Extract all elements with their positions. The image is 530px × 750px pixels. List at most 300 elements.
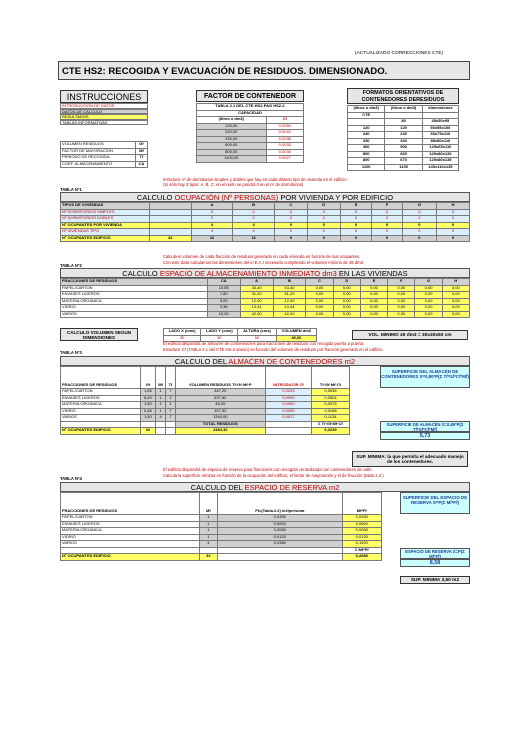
value-cell[interactable]: 0 xyxy=(402,229,436,236)
t1-tag: TABLA Nº1 xyxy=(60,187,82,192)
formats-sub: CTE xyxy=(348,112,385,119)
formats-cell: 1100 xyxy=(348,164,385,171)
value-cell[interactable]: 4 xyxy=(191,229,233,236)
fraction-name: VARIOS xyxy=(61,415,141,422)
value-cell: 4 xyxy=(233,222,275,229)
column-header: C xyxy=(306,279,333,286)
value-cell[interactable]: 0 xyxy=(233,209,275,216)
value-cell[interactable]: 2 xyxy=(191,216,233,223)
value-cell: 0,00 xyxy=(360,305,387,312)
value-cell: 12,00 xyxy=(273,298,306,305)
occupants-label: Nº OCUPANTES EDIFICIO xyxy=(61,554,200,561)
value-cell[interactable]: 0 xyxy=(372,209,402,216)
t1-note1: Introducir nº de dormitorios simples y dobles que hay en cada distinto tipo de vivienda en el edificio xyxy=(163,177,347,182)
value-cell: 0,1134 xyxy=(311,415,349,422)
value-cell: 0 xyxy=(340,222,372,229)
value-cell: 0,0380 xyxy=(218,541,343,548)
value-cell: 1 xyxy=(199,528,217,535)
cf-input[interactable]: 0,0050 xyxy=(265,395,311,402)
value-cell[interactable]: 2 xyxy=(233,216,275,223)
column-header: FRACCIONES DE RESIDUOS xyxy=(61,367,141,389)
value-cell: 43,40 xyxy=(240,285,273,292)
value-cell: 7 xyxy=(166,389,175,396)
dwelling-type: E xyxy=(340,203,372,210)
value-cell[interactable]: 0 xyxy=(402,216,436,223)
formats-cell: 1100 xyxy=(385,164,422,171)
legend-calc: DATOS DE CALCULO xyxy=(60,109,148,115)
value-cell: 0 xyxy=(274,235,307,242)
formats-cell: 800 xyxy=(348,151,385,158)
value-cell: 0,0390 xyxy=(218,515,343,522)
t4-surface-result: 8,58 xyxy=(400,559,470,567)
value-cell[interactable]: 0 xyxy=(274,229,307,236)
formats-cell: 120 xyxy=(348,125,385,132)
value-cell: 7,80 xyxy=(207,292,240,299)
value-cell: 0,0600 xyxy=(342,521,381,528)
value-cell: 0,00 xyxy=(306,292,333,299)
formats-cell: 45x50x95 xyxy=(422,119,458,126)
formats-cell: 85x80x110 xyxy=(422,138,458,145)
row-label: Nº OCUPANTES POR VIVIENDA xyxy=(61,222,150,229)
value-cell: 0,00 xyxy=(415,311,442,318)
band-text: CALCULO DEL xyxy=(190,483,243,492)
value-cell: 0,00 xyxy=(388,292,415,299)
fraction-name: VIDRIO xyxy=(61,408,141,415)
value-cell[interactable]: 4 xyxy=(233,229,275,236)
value-cell: 537,60 xyxy=(175,395,265,402)
fraction-name: ENVASES LIGEROS xyxy=(61,292,208,299)
value-cell[interactable]: 0 xyxy=(437,216,470,223)
value-cell: 0,00 xyxy=(306,305,333,312)
value-cell: 0,0390 xyxy=(342,515,381,522)
row-label: Nº VIVIENDAS TIPO xyxy=(61,229,150,236)
column-header: F xyxy=(388,279,415,286)
fraction-name: MATERIA ORGANICA xyxy=(61,528,200,535)
t3-surface-result: 5,73 xyxy=(380,432,470,440)
formats-cell: 125x80x120 xyxy=(422,151,458,158)
factor-table xyxy=(196,103,304,163)
band-accent: ESPACIO DE ALMACENAMIENTO INMEDIATO dm3 xyxy=(159,269,337,278)
column-header: Tf·Gf·Mf·Cf xyxy=(311,367,349,389)
value-cell: 8,40 xyxy=(140,395,155,402)
column-header: Tf xyxy=(166,367,175,389)
instructions-title: INSTRUCCIONES xyxy=(60,90,148,103)
param-sym: Gf xyxy=(135,142,147,149)
value-cell[interactable]: 0 xyxy=(372,229,402,236)
value-cell: 0,00 xyxy=(388,298,415,305)
formats-cell: 120 xyxy=(385,125,422,132)
formats-cell: 800 xyxy=(348,158,385,165)
t1-table xyxy=(60,202,470,242)
factor-unit: (litros o dm3) xyxy=(197,117,267,124)
band-accent: ALMACEN DE CONTENEDORES m2 xyxy=(228,357,356,366)
value-cell: 0,00 xyxy=(360,311,387,318)
sum-label: Σ Tf·Gf·Mf·Cf xyxy=(311,421,349,428)
value-cell: 12,00 xyxy=(240,298,273,305)
band-text: CALCULO DEL xyxy=(174,357,227,366)
fraction-name: VARIOS xyxy=(61,311,208,318)
value-cell: 0,00 xyxy=(333,285,360,292)
value-cell: 347,20 xyxy=(175,389,265,396)
value-cell: 0,00 xyxy=(442,292,469,299)
formats-head: (litros o dm3) xyxy=(348,106,385,113)
value-cell: 0,00 xyxy=(306,298,333,305)
factor-panel xyxy=(196,90,304,102)
factor-cap: 800,00 xyxy=(197,149,267,156)
factor-cf: 0,0050 xyxy=(266,123,303,130)
dim-x-input[interactable]: 30 xyxy=(164,335,201,342)
value-cell: 0,00 xyxy=(442,298,469,305)
value-cell: 0,0050 xyxy=(342,528,381,535)
dim-volume-result: 45,00 xyxy=(276,335,316,342)
factor-capacity-head: CAPACIDAD xyxy=(197,110,304,117)
value-cell: 0,0120 xyxy=(342,534,381,541)
dwelling-type: B xyxy=(233,203,275,210)
value-cell[interactable]: 0 xyxy=(274,216,307,223)
t2-table xyxy=(60,278,470,318)
t4-surface-label: ESPACIO DE RESERVA S=P(Σ Mf*Ff) xyxy=(400,548,470,559)
value-cell: 0,0075 xyxy=(311,402,349,409)
value-cell: 0,00 xyxy=(415,305,442,312)
t3-note2: Introducir Cf (TABLA 2.1 del CTE HS-2 anexo) en función del volumen de residuos por fracción generado en el edificio. xyxy=(163,347,384,352)
value-cell: 1 xyxy=(155,389,166,396)
value-cell: 42,00 xyxy=(240,311,273,318)
column-header: Gf xyxy=(140,367,155,389)
formats-cell: 240 xyxy=(348,132,385,139)
value-cell: 31,20 xyxy=(240,292,273,299)
t2-note2: Con este dato calculamos las dimensiones del el E.A.I necesario cumpliendo el volumen mínimo de 45 dm3. xyxy=(163,260,365,265)
sum-label: Σ Mf*Ff xyxy=(342,547,381,554)
param-label: VOLUMEN RESIDUOS xyxy=(61,142,136,149)
column-header: Mf*Ff xyxy=(342,493,381,515)
occupants-value: 32 xyxy=(199,554,217,561)
value-cell: 1,50 xyxy=(140,402,155,409)
column-header: CA xyxy=(207,279,240,286)
page-title: CTE HS2: RECOGIDA Y EVACUACIÓN DE RESIDUOS. DIMENSIONADO. xyxy=(62,66,388,77)
column-header: G xyxy=(415,279,442,286)
fraction-name: VIDRIO xyxy=(61,305,208,312)
t3-table xyxy=(60,366,350,435)
value-cell: 0,00 xyxy=(333,305,360,312)
value-cell: 0 xyxy=(437,222,470,229)
row-label: TIPOS DE VIVIENDAS xyxy=(61,203,150,210)
value-cell[interactable]: 0 xyxy=(437,209,470,216)
fraction-name: MATERIA ORGANICA xyxy=(61,298,208,305)
value-cell[interactable]: 0 xyxy=(340,216,372,223)
occupants-label: Nº OCUPANTES EDIFICIO xyxy=(61,428,141,435)
legend-result: RESULTADOS xyxy=(60,114,148,120)
t1-note2: (Si sólo hay 3 tipos: A, B, C; en el resto se pondrá 0 en el nº de dormitorios) xyxy=(163,182,304,187)
value-cell: 0,48 xyxy=(140,408,155,415)
cf-input[interactable]: 0,0060 xyxy=(265,402,311,409)
value-cell: 4 xyxy=(199,541,217,548)
fraction-name: MATERIA ORGANICA xyxy=(61,402,141,409)
column-header: Ff=(Tabla.2.2) m2/persona xyxy=(218,493,343,515)
factor-cf: 0,0033 xyxy=(266,143,303,150)
legend-input: INTRODUCCION DE DATOS xyxy=(60,103,148,109)
dwelling-type: D xyxy=(307,203,340,210)
value-cell: 0,00 xyxy=(415,285,442,292)
column-header: FRACCIONES DE RESIDUOS xyxy=(61,493,200,515)
formats-cell: 330 xyxy=(348,138,385,145)
t3-note1: El edificio dispondrá de almacén de contenedores para fracciones de residuos con recogida puerta a puerta. xyxy=(163,341,365,346)
factor-cap: 120,00 xyxy=(197,123,267,130)
total-label: TOTAL RESIDUOS xyxy=(175,421,265,428)
value-cell: 1 xyxy=(199,534,217,541)
value-cell: 0,00 xyxy=(415,292,442,299)
value-cell: 0,0036 xyxy=(311,389,349,396)
dwelling-type: A xyxy=(191,203,233,210)
value-cell: 3,00 xyxy=(207,298,240,305)
fraction-name: ENVASES LIGEROS xyxy=(61,395,141,402)
value-cell[interactable]: 0 xyxy=(191,209,233,216)
t3-band xyxy=(60,356,470,366)
column-header: VOLUMEN RESIDUOS Tf·Gf·Mf·P xyxy=(175,367,265,389)
params-table xyxy=(60,141,148,168)
factor-cf: 0,0030 xyxy=(266,149,303,156)
value-cell: 0,00 xyxy=(388,311,415,318)
value-cell: 4 xyxy=(155,415,166,422)
dwelling-type: G xyxy=(402,203,436,210)
value-cell[interactable]: 0 xyxy=(340,209,372,216)
fraction-name: VIDRIO xyxy=(61,534,200,541)
cf-input[interactable]: 0,0033 xyxy=(265,389,311,396)
value-cell: 0,00 xyxy=(306,311,333,318)
value-cell: 10,50 xyxy=(207,311,240,318)
formats-head: (litros o dm3) xyxy=(385,106,422,113)
legend-tables: TABLAS INFORMATIVAS xyxy=(60,120,148,126)
factor-cap: 240,00 xyxy=(197,130,267,137)
column-header: Mf xyxy=(155,367,166,389)
factor-cf: 0,0042 xyxy=(266,130,303,137)
dwelling-type: H xyxy=(437,203,470,210)
column-header: B xyxy=(273,279,306,286)
instructions-panel xyxy=(60,90,148,125)
value-cell: 7 xyxy=(166,408,175,415)
value-cell: 16 xyxy=(191,235,233,242)
value-cell: 107,52 xyxy=(175,408,265,415)
value-cell[interactable]: 0 xyxy=(437,229,470,236)
t4-band xyxy=(60,482,470,492)
column-header: INTRODUCIR Cf xyxy=(265,367,311,389)
value-cell[interactable]: 0 xyxy=(274,209,307,216)
row-label: Nº OCUPANTES EDIFICIO xyxy=(61,235,150,242)
formats-table xyxy=(347,105,459,171)
factor-cap: 600,00 xyxy=(197,143,267,150)
value-cell: 0 xyxy=(372,235,402,242)
value-cell: 42,00 xyxy=(273,311,306,318)
value-cell: 43,40 xyxy=(273,285,306,292)
sum-value: 0,2239 xyxy=(311,428,349,435)
value-cell: 7 xyxy=(166,415,175,422)
value-cell: 0,00 xyxy=(442,311,469,318)
formats-cell: 500 xyxy=(385,145,422,152)
factor-cf-head: Cf xyxy=(266,117,303,124)
value-cell: 1 xyxy=(199,521,217,528)
value-cell: 0,00 xyxy=(360,292,387,299)
occupants-value: 32 xyxy=(140,428,155,435)
t4-note1: El edificio dispondrá de espacio de reserva para fracciones con recogida centralizada con contenedores de calle. xyxy=(163,467,373,472)
factor-cap: 330,00 xyxy=(197,136,267,143)
formats-cell: 460 xyxy=(348,145,385,152)
dim-y-input[interactable]: 30 xyxy=(201,335,238,342)
value-cell: 0,0168 xyxy=(311,408,349,415)
value-cell: 1 xyxy=(166,402,175,409)
factor-cap: 1100,00 xyxy=(197,156,267,163)
t4-note2: Calcula la superficie mínima en función de la ocupación del edificio, el factor de mayoración y el de fracción (tabla 2.2.) xyxy=(163,473,384,478)
value-cell: 1344,00 xyxy=(175,415,265,422)
value-cell: 1 xyxy=(199,515,217,522)
value-cell: 0,0600 xyxy=(218,521,343,528)
t2-note1: Calcula el volumen de cada fracción de residuos generado en cada vivienda en función de sus ocupantes. xyxy=(163,254,361,259)
value-cell: 0,00 xyxy=(333,311,360,318)
band-text: EN LAS VIVIENDAS xyxy=(338,269,408,278)
param-label: PERIODO DE RECOGIDA xyxy=(61,155,136,162)
value-cell[interactable]: 0 xyxy=(340,229,372,236)
factor-subtitle: TABLA 2.1 DEL CTE-HS2-PAG HS2-2 xyxy=(197,104,304,111)
value-cell: 0 xyxy=(402,222,436,229)
value-cell: 0,00 xyxy=(360,285,387,292)
dwelling-type: C xyxy=(274,203,307,210)
value-cell: 0 xyxy=(402,235,436,242)
formats-cell: 670 xyxy=(385,158,422,165)
column-header: A xyxy=(240,279,273,286)
dwelling-type: F xyxy=(372,203,402,210)
dim-head: LADO Y (cms) xyxy=(201,329,238,336)
total-value: 2384,32 xyxy=(175,428,265,435)
value-cell: 10,85 xyxy=(207,285,240,292)
dim-head: LADO X (cms) xyxy=(164,329,201,336)
column-header: E xyxy=(360,279,387,286)
value-cell: 13,44 xyxy=(273,305,306,312)
value-cell: 48,00 xyxy=(175,402,265,409)
value-cell: 13,44 xyxy=(240,305,273,312)
value-cell[interactable]: 0 xyxy=(402,209,436,216)
dim-h-input[interactable]: 50 xyxy=(238,335,276,342)
sum-value: 0,2680 xyxy=(342,554,381,561)
dimensions-table xyxy=(163,328,317,342)
value-cell: 1 xyxy=(155,402,166,409)
formats-cell: 140x110x135 xyxy=(422,164,458,171)
t3-tag: TABLA Nº3 xyxy=(60,350,82,355)
formats-cell: 50x55x100 xyxy=(422,125,458,132)
column-header: FRACCIONES DE RESIDUOS xyxy=(61,279,208,286)
value-cell: 1 xyxy=(155,408,166,415)
value-cell: 31,20 xyxy=(273,292,306,299)
param-sym: Tf xyxy=(135,155,147,162)
value-cell: 0 xyxy=(340,235,372,242)
value-cell[interactable]: 0 xyxy=(307,209,340,216)
formats-cell: 125x80x135 xyxy=(422,158,458,165)
t3-surface-label: SUPERFICIE DE ALMACÉN S=0,80*P(Σ Tf*Gf*Cf*Mf) xyxy=(380,421,470,432)
value-cell[interactable]: 0 xyxy=(307,229,340,236)
band-text: POR VIVIENDA Y POR EDIFICIO xyxy=(280,193,394,202)
formats-cell: 80 xyxy=(385,119,422,126)
dim-head: VOLUMEN dm3 xyxy=(276,329,316,336)
row-label: Nº DORMITORIOS DOBLES xyxy=(61,216,150,223)
value-cell: 1,50 xyxy=(140,415,155,422)
value-cell: 16 xyxy=(233,235,275,242)
value-cell: 0 xyxy=(372,222,402,229)
value-cell: 0 xyxy=(307,235,340,242)
value-cell: 0,00 xyxy=(333,298,360,305)
value-cell: 1 xyxy=(155,395,166,402)
param-sym: Mf xyxy=(135,148,147,155)
formats-cell: 340 xyxy=(385,138,422,145)
column-header: H xyxy=(442,279,469,286)
value-cell: 0,0050 xyxy=(218,528,343,535)
value-cell: 0,00 xyxy=(306,285,333,292)
value-cell: 2 xyxy=(166,395,175,402)
value-cell: 0,0504 xyxy=(311,395,349,402)
value-cell: 0,0120 xyxy=(218,534,343,541)
factor-cf: 0,0036 xyxy=(266,136,303,143)
title-box xyxy=(58,61,470,80)
t3-min-note: SUP. MINIMA: la que permita el adecuado manejo de los contenedores. xyxy=(352,451,468,467)
t2-band xyxy=(60,268,470,278)
fraction-name: PAPEL/CARTON xyxy=(61,285,208,292)
param-sym: CA xyxy=(135,161,147,168)
column-header: D xyxy=(333,279,360,286)
factor-title: FACTOR DE CONTENEDOR xyxy=(196,90,304,102)
fraction-name: PAPEL/CARTON xyxy=(61,389,141,396)
column-header: Mf xyxy=(199,493,217,515)
band-text: CALCULO xyxy=(136,193,173,202)
t4-min-note: SUP. MINIMA 3,50 m2 xyxy=(400,576,470,584)
band-accent: ESPACIO DE RESERVA m2 xyxy=(244,483,340,492)
fraction-name: PAPEL/CARTON xyxy=(61,515,200,522)
value-cell: 0,00 xyxy=(442,285,469,292)
calc-volume-label: CALCULO VOLUMEN SEGUN DIMENSIONES xyxy=(60,328,138,341)
value-cell: 0,00 xyxy=(388,305,415,312)
formats-cell: 240 xyxy=(385,132,422,139)
value-cell: 0,1520 xyxy=(342,541,381,548)
t4-surface-formula: SUPERFICIE DEL ESPACIO DE RESERVA S=P(Σ Mf*Ff) xyxy=(400,492,470,514)
total-occupants: 32 xyxy=(150,235,192,242)
cf-input[interactable]: 0,0027 xyxy=(265,415,311,422)
value-cell: 0,00 xyxy=(442,305,469,312)
t4-tag: TABLA Nº4 xyxy=(60,476,82,481)
band-accent: OCUPACIÓN (Nº PERSONAS) xyxy=(174,193,279,202)
value-cell[interactable]: 0 xyxy=(372,216,402,223)
t4-table xyxy=(60,492,382,561)
band-text: CALCULO xyxy=(122,269,158,278)
formats-cell: 125x65x110 xyxy=(422,145,458,152)
update-note: (ACTUALIZADO CORRECCIONES CTE) xyxy=(355,51,444,56)
factor-cf: 0,0027 xyxy=(266,156,303,163)
value-cell: 4 xyxy=(191,222,233,229)
t3-surface-formula: SUPERFICIE DEL ALMACÉN DE CONTENEDORES S=0,80*P(Σ Tf*Gf*Cf*Mf) xyxy=(380,366,470,388)
value-cell[interactable]: 0 xyxy=(307,216,340,223)
value-cell: 0 xyxy=(437,235,470,242)
fraction-name: VARIOS xyxy=(61,541,200,548)
formats-cell: 660 xyxy=(385,151,422,158)
value-cell: 0,00 xyxy=(388,285,415,292)
value-cell: 3,36 xyxy=(207,305,240,312)
formats-head: dimensiones xyxy=(422,106,458,113)
dim-head: ALTURA (cms) xyxy=(238,329,276,336)
t2-tag: TABLA Nº2 xyxy=(60,263,82,268)
value-cell: 0,00 xyxy=(333,292,360,299)
value-cell: 1,55 xyxy=(140,389,155,396)
min-volume-note: VOL. MINIMO 45 dm3 = 30x30x50 cm xyxy=(352,330,468,340)
fraction-name: ENVASES LIGEROS xyxy=(61,521,200,528)
formats-cell: 60x75x110 xyxy=(422,132,458,139)
t1-band xyxy=(60,192,470,202)
value-cell: 0,00 xyxy=(415,298,442,305)
cf-input[interactable]: 0,0050 xyxy=(265,408,311,415)
value-cell: 0,00 xyxy=(360,298,387,305)
